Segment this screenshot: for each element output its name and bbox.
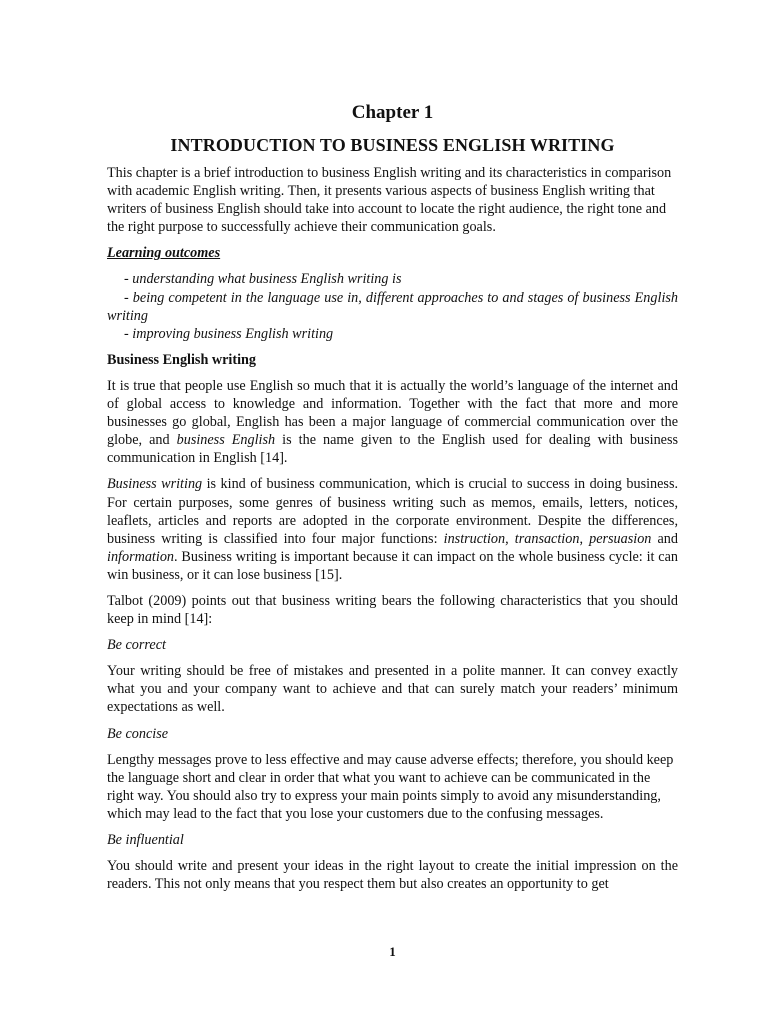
list-item: - being competent in the language use in, different approaches to and stages of business English writing [107,289,678,324]
intro-paragraph: This chapter is a brief introduction to business English writing and its characteristics in comparison with academic English writing. Then, it presents various aspects of business English writing that writers of business English should take into account to locate the right audience, the right tone and the right purpose to successfully achieve their communication goals. [107,165,672,236]
paragraph-text: and [651,530,678,547]
emphasis-text: transaction [514,530,580,547]
emphasis-text: Business writing [107,476,203,493]
characteristic-text: Your writing should be free of mistakes and presented in a polite manner. It can convey exactly what you and your company want to achieve and that can surely match your readers’ minimum expectations as well. [107,663,678,716]
body-paragraph-1 [107,377,678,467]
chapter-title: INTRODUCTION TO BUSINESS ENGLISH WRITING [170,135,615,155]
paragraph-text: It is true that people use English so much that it is actually the world’s language of the internet and of global access to knowledge and information. Together with the fact that more and more businesses go global, English has been a major language of commercial communication over the globe, and [107,377,678,449]
list-item: - understanding what business English writing is [124,271,402,288]
paragraph-text: is kind of business communication, which is crucial to success in doing business. For certain purposes, some genres of business writing such as memos, emails, letters, notices, leaflets, articles and reports are adopted in the corporate environment. Despite the differences, business writing is classified into four major functions: [107,476,679,547]
paragraph-text: , [579,530,590,547]
learning-outcomes-list [107,270,678,342]
emphasis-text: instruction [443,530,506,547]
chapter-label: Chapter 1 [351,102,434,123]
emphasis-text: persuasion [589,530,652,547]
paragraph-text: . Business writing is important because it can impact on the whole business cycle: it can win business, or it can lose business [15]. [107,548,678,583]
section-heading: Business English writing [107,351,257,368]
body-paragraph-3: Talbot (2009) points out that business writing bears the following characteristics that you should keep in mind [14]: [107,592,678,628]
page-number: 1 [389,944,396,959]
document-page [107,0,678,1024]
body-paragraph-2 [107,475,678,584]
paragraph-text: , [505,530,515,547]
paragraph-text: is the name given to the English used for dealing with business communication in English [14]. [107,432,678,467]
characteristic-text: Lengthy messages prove to less effective and may cause adverse effects; therefore, you should keep the language short and clear in order that what you want to achieve can be communicated in the right way. You should also try to express your main points simply to avoid any misunderstanding, which may lead to the fact that you lose your customers due to the confusing messages. [107,751,674,822]
learning-outcomes-heading: Learning outcomes [107,245,221,262]
list-item: - improving business English writing [124,325,334,342]
characteristic-heading: Be concise [107,725,169,742]
characteristic-text: You should write and present your ideas in the right layout to create the initial impression on the readers. This not only means that you respect them but also creates an opportunity to get [107,858,678,893]
characteristic-heading: Be correct [107,637,166,654]
characteristic-heading: Be influential [107,832,184,848]
emphasis-text: business English [176,432,276,449]
document-body [107,164,678,901]
emphasis-text: information [107,548,175,565]
